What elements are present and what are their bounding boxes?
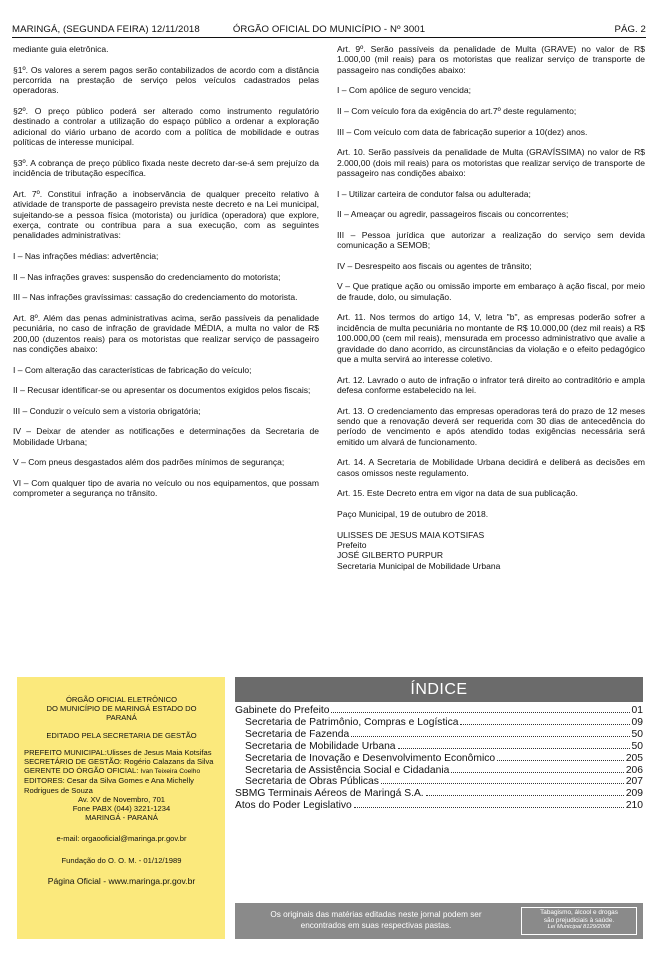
index-leader-dots: [331, 712, 629, 713]
index-item-label: Secretaria de Obras Públicas: [245, 776, 379, 788]
paragraph: §3º. A cobrança de preço público fixada neste decreto dar-se-á sem prejuízo da incidência de tributação específica.: [13, 157, 319, 179]
paragraph: III – Com veículo com data de fabricação superior a 10(dez) anos.: [337, 126, 588, 137]
paragraph: IV – Deixar de atender as notificações e determinações da Secretaria de Mobilidade Urbana;: [13, 426, 319, 447]
index-leader-dots: [497, 760, 624, 761]
index-item-label: Secretaria de Mobilidade Urbana: [245, 740, 396, 752]
info-email[interactable]: e-mail: orgaooficial@maringa.pr.gov.br: [56, 834, 187, 844]
header-publication: ÓRGÃO OFICIAL DO MUNICÍPIO - Nº 3001: [232, 24, 426, 35]
paragraph: Art. 13. O credenciamento das empresas operadoras terá do prazo de 12 meses sendo que a renovação deverá ser requerida com 30 dias de antecedência do período de vencimento e após atendido todas exigências necessária será emitido um alvará de funcionamento.: [337, 405, 645, 447]
index-item-page: 01: [631, 705, 643, 716]
paragraph: §2º. O preço público poderá ser alterado como instrumento regulatório destinado a controlar a utilização do espaço público a ordenar a exploração adicional do viário urbano de acordo com a política de mobilidade e outras políticas de interesse municipal.: [13, 106, 319, 148]
index-item[interactable]: [235, 800, 643, 812]
index-leader-dots: [381, 783, 624, 784]
index-item[interactable]: [235, 705, 643, 717]
signature-line: ULISSES DE JESUS MAIA KOTSIFAS: [337, 529, 485, 540]
paragraph: §1º. Os valores a serem pagos serão contabilizados de acordo com a distância percorrida na prestação de serviço pelos veículos cadastrados pelas operadoras.: [13, 64, 319, 96]
paragraph: Art. 10. Serão passíveis da penalidade de Multa (GRAVÍSSIMA) no valor de R$ 2.000,00 (dois mil reais) para os motoristas que realizar serviço de transporte de passageiro nas condições abaixo:: [337, 147, 645, 178]
paragraph: III – Conduzir o veículo sem a vistoria obrigatória;: [13, 405, 201, 416]
paragraph: IV – Desrespeito aos fiscais ou agentes de trânsito;: [337, 260, 532, 271]
index-item-page: 50: [631, 728, 643, 740]
health-warning-box: Tabagismo, álcool e drogas são prejudiciais à saúde. Lei Municipal 8129/2008: [521, 907, 637, 935]
index-item-label: Atos do Poder Legislativo: [235, 800, 352, 812]
index-item[interactable]: [235, 729, 643, 741]
signature-block: [337, 530, 645, 572]
index-item[interactable]: [235, 788, 643, 800]
publication-info-box: [17, 677, 225, 939]
info-founded: Fundação do O. O. M. - 01/12/1989: [61, 855, 182, 865]
info-title: ÓRGÃO OFICIAL ELETRÔNICO DO MUNICÍPIO DE MARINGÁ ESTADO DO PARANÁ: [46, 695, 197, 723]
paragraph: Art. 15. Este Decreto entra em vigor na data de sua publicação.: [337, 488, 578, 499]
index-item-page: 209: [625, 788, 643, 800]
paragraph: Art. 11. Nos termos do artigo 14, V, letra "b", as empresas poderão sofrer a incidência de multa pecuniária no montante de R$ 10.000,00 (dez mil reais) a R$ 100.000,00 (cem mil reais), mensurada em processo administrativo que avalie a gravidade do dano acorrido, as circunstâncias da violação e o efeito pedagógico que a multa servirá ao interesse coletivo.: [337, 312, 645, 364]
index-item-label: Secretaria de Patrimônio, Compras e Logística: [245, 716, 459, 728]
index-item-page: 205: [625, 752, 643, 764]
index-item-page: 09: [631, 716, 643, 728]
paragraph: II – Com veículo fora da exigência do art.7º deste regulamento;: [337, 106, 577, 116]
footer-note: Os originais das matérias editadas neste jornal podem ser encontrados em suas respectivas pastas.: [270, 910, 482, 930]
paragraph: I – Com apólice de seguro vencida;: [337, 85, 471, 96]
paragraph: III – Pessoa jurídica que autorizar a realização do serviço sem devida comunicação a SEMOB;: [337, 229, 645, 251]
paragraph: Art. 12. Lavrado o auto de infração o infrator terá direito ao contraditório e ampla defesa conforme estabelecido na lei.: [337, 374, 645, 395]
index-item[interactable]: [235, 776, 643, 788]
index-title: ÍNDICE: [235, 677, 643, 702]
index-item-page: 207: [625, 776, 643, 788]
index-leader-dots: [351, 736, 629, 737]
paragraph: VI – Com qualquer tipo de avaria no veículo ou nos equipamentos, que possam comprometer a segurança no trânsito.: [13, 478, 319, 499]
paragraph: Art. 9º. Serão passíveis da penalidade de Multa (GRAVE) no valor de R$ 1.000,00 (mil reais) para os motoristas que realizar serviço de transporte de passageiro nas condições abaixo:: [337, 44, 645, 75]
page-header: [12, 22, 646, 38]
index-item-label: Secretaria de Assistência Social e Cidadania: [245, 764, 450, 776]
paragraph: III – Nas infrações gravíssimas: cassação do credenciamento do motorista.: [13, 292, 298, 303]
info-address: Av. XV de Novembro, 701 Fone PABX (044) 3221-1234 MARINGÁ - PARANÁ: [72, 794, 171, 823]
index-item-label: Secretaria de Fazenda: [245, 728, 350, 740]
index-leader-dots: [398, 748, 630, 749]
paragraph: Art. 14. A Secretaria de Mobilidade Urbana decidirá e deliberá as decisões em casos omissos neste regulamento.: [337, 457, 645, 478]
right-column: [337, 44, 645, 571]
index-item-label: Secretaria de Inovação e Desenvolvimento Econômico: [245, 752, 496, 764]
index-leader-dots: [451, 772, 623, 773]
info-website[interactable]: Página Oficial - www.maringa.pr.gov.br: [47, 875, 196, 886]
index-item-page: 206: [625, 764, 643, 776]
info-staff: [24, 748, 219, 823]
index-list: [235, 702, 643, 812]
info-secretary: SECRETÁRIO DE GESTÃO: Rogério Calazans da Silva: [24, 757, 214, 767]
header-page-number: PÁG. 2: [614, 24, 646, 35]
index-leader-dots: [426, 795, 624, 796]
paragraph: I – Utilizar carteira de condutor falsa ou adulterada;: [337, 188, 531, 199]
paragraph: V – Que pratique ação ou omissão importe em embaraço à ação fiscal, por meio de fraude, dolo, ou simulação.: [337, 281, 645, 302]
info-manager: GERENTE DO ÓRGÃO OFICIAL: Ivan Teixeira Coelho: [24, 766, 201, 776]
paragraph: II – Recusar identificar-se ou apresentar os documentos exigidos pelos fiscais;: [13, 385, 311, 396]
paragraph: I – Com alteração das características de fabricação do veículo;: [13, 364, 252, 375]
header-date: MARINGÁ, (SEGUNDA FEIRA) 12/11/2018: [12, 24, 200, 35]
info-editors: EDITORES: Cesar da Silva Gomes e Ana Michelly Rodrigues de Souza: [24, 776, 194, 795]
paragraph: mediante guia eletrônica.: [13, 44, 109, 54]
footer-band: [235, 903, 643, 939]
index-item-page: 210: [625, 800, 643, 812]
paragraph: II – Nas infrações graves: suspensão do credenciamento do motorista;: [13, 271, 281, 282]
index-section: [235, 677, 643, 812]
index-leader-dots: [460, 724, 629, 725]
paragraph: Art. 8º. Além das penas administrativas acima, serão passíveis da penalidade pecuniária, no caso de infração de gravidade MÉDIA, a multa no valor de R$ 200,00 (duzentos reais) para os motoristas que realizar serviço de passageiro nas condições abaixo:: [13, 312, 319, 355]
paragraph: I – Nas infrações médias: advertência;: [13, 251, 159, 262]
index-item[interactable]: [235, 717, 643, 729]
index-item-page: 50: [631, 740, 643, 752]
index-item[interactable]: [235, 765, 643, 777]
info-edited-by: EDITADO PELA SECRETARIA DE GESTÃO: [46, 730, 197, 740]
paragraph: Art. 7º. Constitui infração a inobservância de qualquer preceito relativo à atividade de transporte de passageiro prevista neste decreto e na Lei municipal, sujeitando-se a pessoa física (motorista) ou jurídica (operadora) que explore, exerça, contrate ou contribua para a sua execução, com as seguintes penalidades administrativas:: [13, 188, 319, 241]
paragraph: II – Ameaçar ou agredir, passageiros fiscais ou concorrentes;: [337, 209, 569, 220]
info-mayor: PREFEITO MUNICIPAL:Ulisses de Jesus Maia Kotsifas: [24, 747, 212, 757]
left-column: [13, 44, 319, 509]
index-leader-dots: [354, 807, 624, 808]
signature-line: JOSÉ GILBERTO PURPUR: [337, 550, 444, 561]
index-item-label: Gabinete do Prefeito: [235, 705, 330, 716]
index-item-label: SBMG Terminais Aéreos de Maringá S.A.: [235, 788, 424, 800]
paragraph: V – Com pneus desgastados além dos padrões mínimos de segurança;: [13, 457, 285, 468]
index-item[interactable]: [235, 753, 643, 765]
index-item[interactable]: [235, 741, 643, 753]
signature-line: Secretaria Municipal de Mobilidade Urbana: [337, 560, 501, 571]
signature-line: Prefeito: [337, 540, 367, 550]
paragraph: Paço Municipal, 19 de outubro de 2018.: [337, 509, 489, 519]
